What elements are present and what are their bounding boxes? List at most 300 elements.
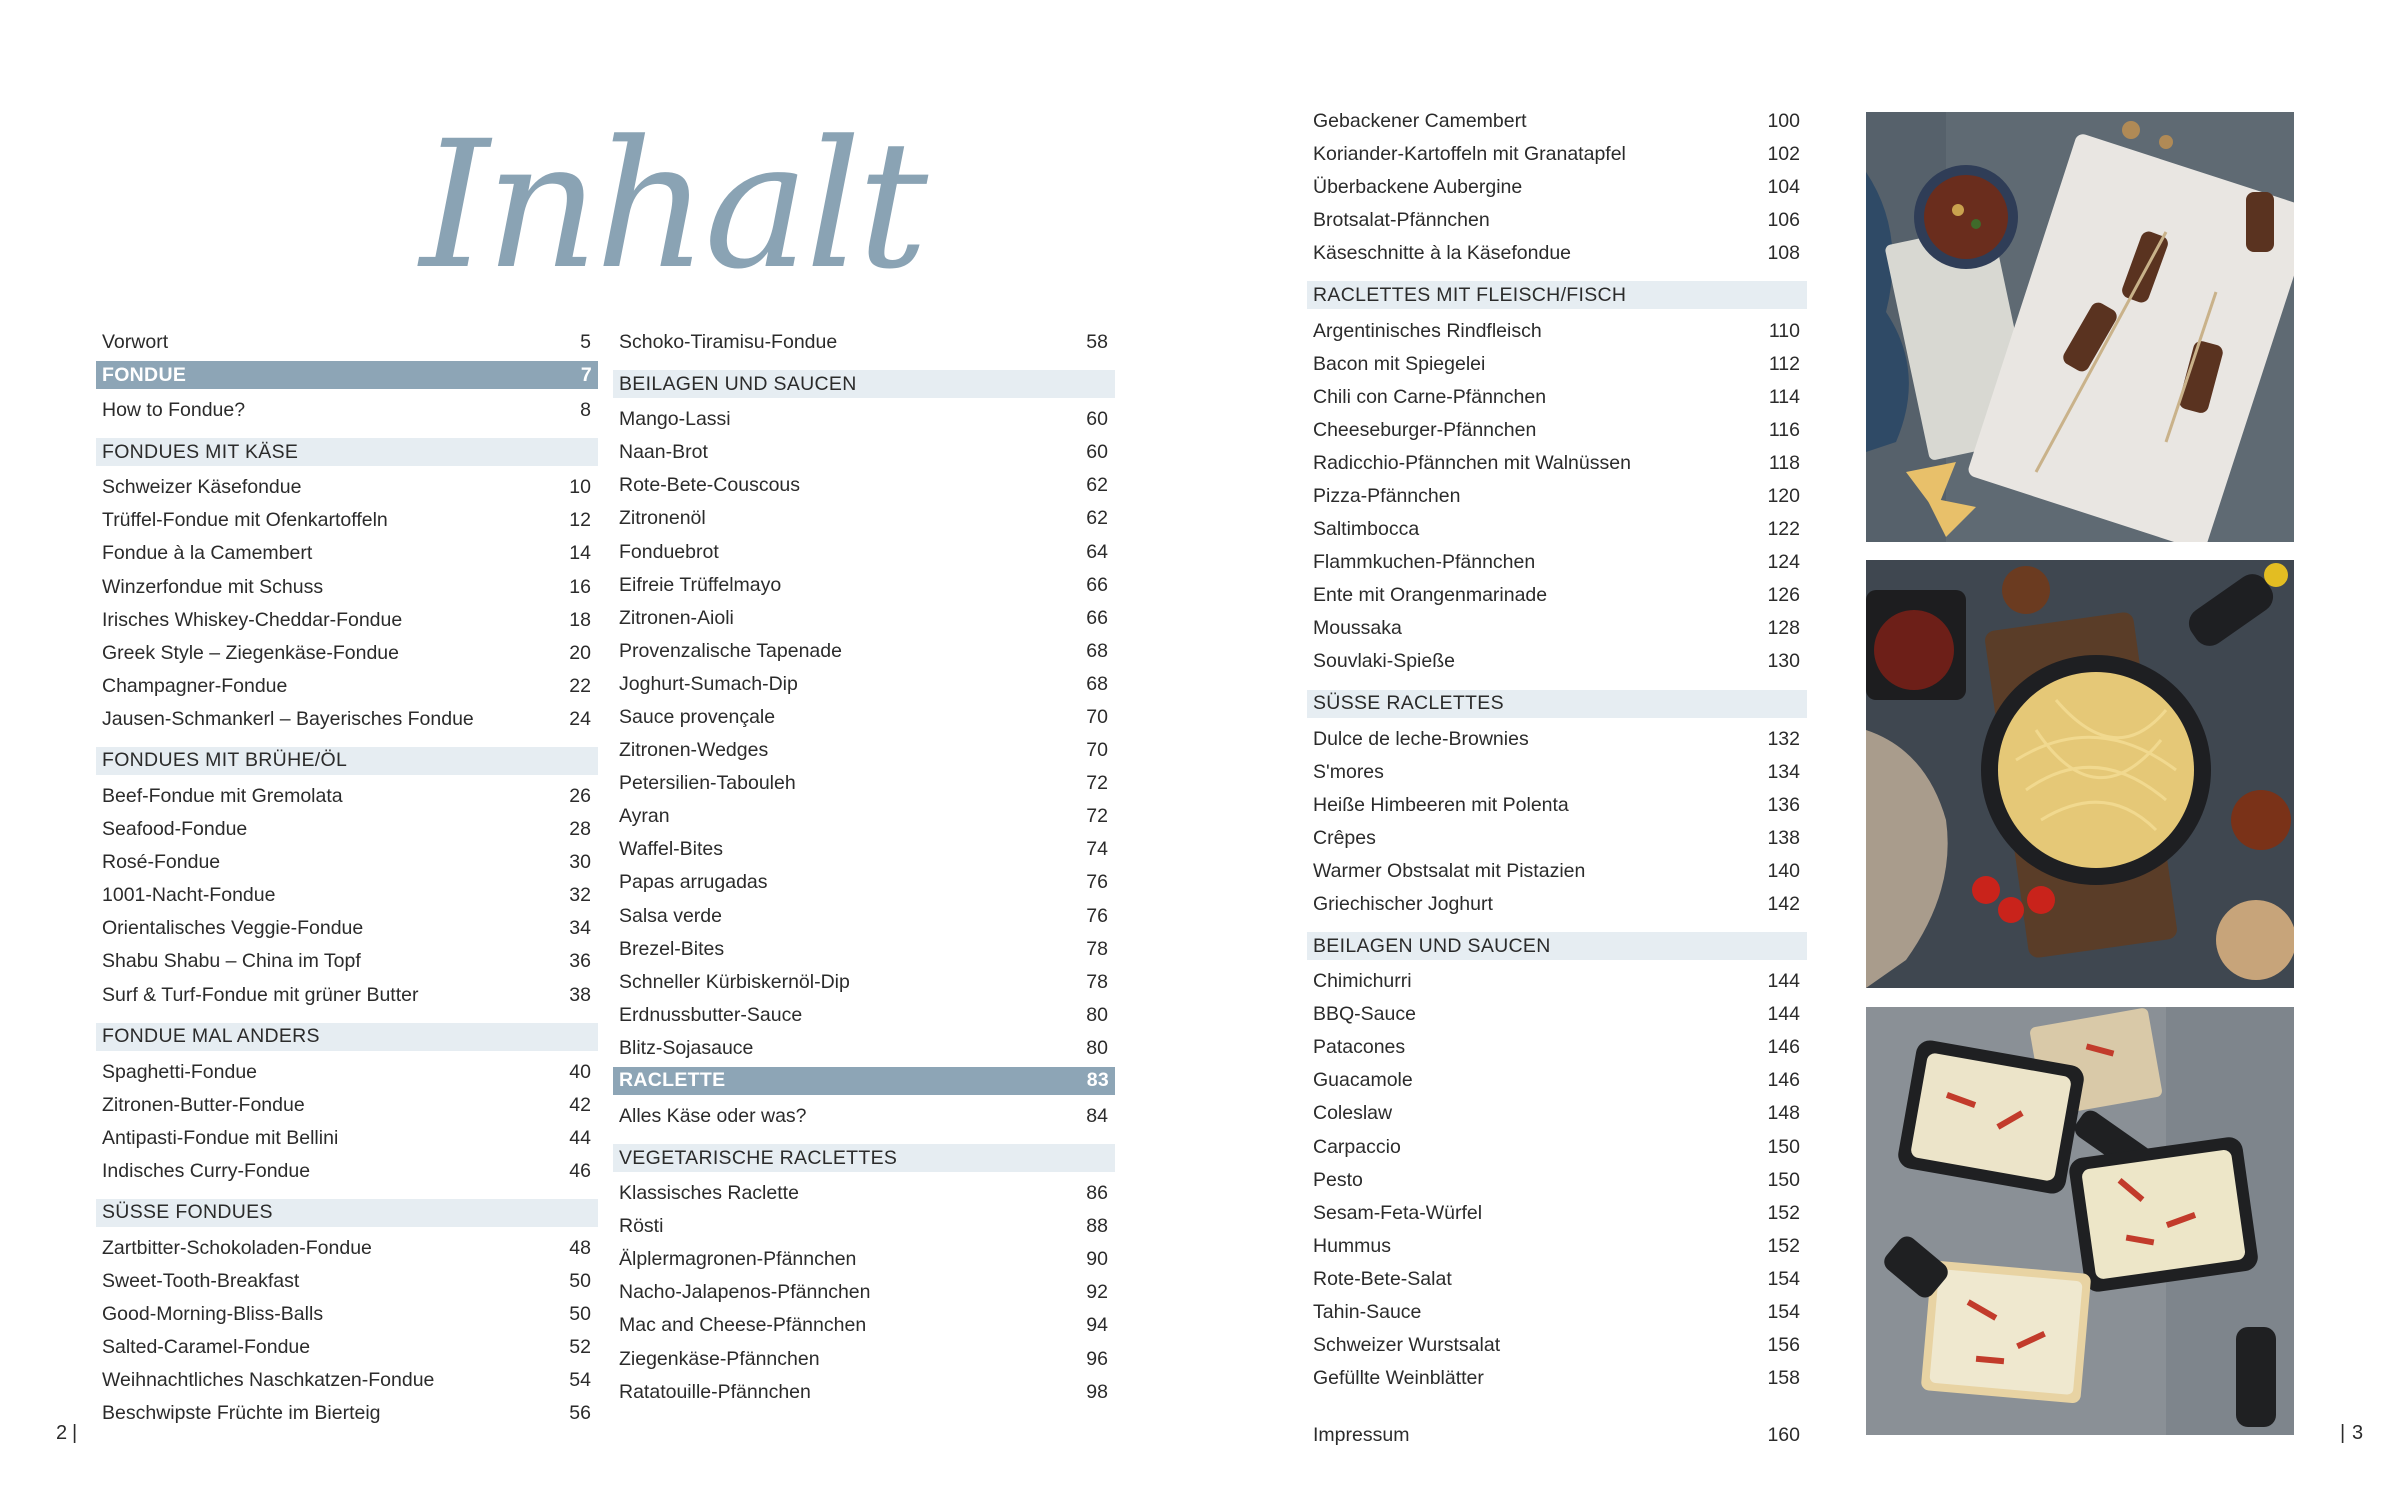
toc-label: Heiße Himbeeren mit Polenta xyxy=(1313,793,1569,816)
toc-page-number: 150 xyxy=(1767,1135,1800,1158)
toc-label: Rote-Bete-Couscous xyxy=(619,474,801,497)
toc-entry-vorwort xyxy=(96,326,598,359)
section-gap xyxy=(96,1012,598,1023)
toc-label: Klassisches Raclette xyxy=(619,1182,799,1205)
toc-label: Chimichurri xyxy=(1313,970,1412,993)
toc-page-number: 76 xyxy=(1086,904,1108,927)
toc-label: Jausen-Schmankerl – Bayerisches Fondue xyxy=(102,707,474,730)
toc-label: How to Fondue? xyxy=(102,399,246,422)
toc-entry-sauce-provencale xyxy=(613,701,1115,734)
toc-page-number: 132 xyxy=(1767,727,1800,750)
toc-entry-patacones xyxy=(1307,1031,1807,1064)
toc-label: Coleslaw xyxy=(1313,1102,1393,1125)
toc-entry-nacho-jalapenos-pfannchen xyxy=(613,1276,1115,1309)
toc-entry-klassisches-raclette xyxy=(613,1177,1115,1210)
toc-entry-bacon-mit-spiegelei xyxy=(1307,348,1807,381)
toc-entry-uberbackene-aubergine xyxy=(1307,171,1807,204)
page-number-divider: | xyxy=(72,1422,78,1444)
toc-entry-brezel-bites xyxy=(613,933,1115,966)
toc-entry-petersilien-tabouleh xyxy=(613,767,1115,800)
toc-entry-alplermagronen-pfannchen xyxy=(613,1243,1115,1276)
toc-label: Zitronen-Aioli xyxy=(619,606,734,629)
photo-spaghetti-image xyxy=(1866,560,2294,988)
toc-page-number: 12 xyxy=(569,509,591,532)
toc-entry-zitronen-aioli xyxy=(613,602,1115,635)
toc-page-number: 122 xyxy=(1767,518,1800,541)
toc-label: Antipasti-Fondue mit Bellini xyxy=(102,1126,339,1149)
toc-label: Argentinisches Rindfleisch xyxy=(1313,319,1542,342)
toc-page-number: 30 xyxy=(569,851,591,874)
toc-column-2 xyxy=(613,326,1115,1409)
toc-page-number: 102 xyxy=(1767,143,1800,166)
toc-label: Sesam-Feta-Würfel xyxy=(1313,1201,1483,1224)
toc-label: Rote-Bete-Salat xyxy=(1313,1267,1452,1290)
toc-entry-greek-style-ziegenkase-fondue xyxy=(96,637,598,670)
toc-label: FONDUES MIT BRÜHE/ÖL xyxy=(102,749,348,772)
toc-label: Salsa verde xyxy=(619,904,722,927)
toc-page-number: 148 xyxy=(1767,1102,1800,1125)
toc-label: Dulce de leche-Brownies xyxy=(1313,727,1529,750)
toc-page-number: 5 xyxy=(580,331,591,354)
toc-entry-hummus xyxy=(1307,1230,1807,1263)
toc-label: Mango-Lassi xyxy=(619,408,731,431)
toc-entry-papas-arrugadas xyxy=(613,866,1115,899)
toc-page-number: 86 xyxy=(1086,1182,1108,1205)
toc-label: Spaghetti-Fondue xyxy=(102,1060,258,1083)
toc-page-number: 36 xyxy=(569,950,591,973)
toc-page-number: 58 xyxy=(1086,331,1108,354)
toc-page-number: 68 xyxy=(1086,639,1108,662)
toc-page-number: 46 xyxy=(569,1159,591,1182)
toc-page-number: 144 xyxy=(1767,970,1800,993)
toc-entry-impressum xyxy=(1307,1419,1807,1452)
toc-label: RACLETTE xyxy=(619,1069,726,1092)
toc-label: Gefüllte Weinblätter xyxy=(1313,1367,1484,1390)
toc-page-number: 72 xyxy=(1086,805,1108,828)
toc-label: Naan-Brot xyxy=(619,441,708,464)
toc-label: Fondue à la Camembert xyxy=(102,542,313,565)
toc-entry-zitronenol xyxy=(613,502,1115,535)
section-gap xyxy=(613,359,1115,370)
toc-label: Ente mit Orangenmarinade xyxy=(1313,584,1548,607)
toc-label: Warmer Obstsalat mit Pistazien xyxy=(1313,859,1586,882)
toc-entry-indisches-curry-fondue xyxy=(96,1155,598,1188)
toc-page-number: 44 xyxy=(569,1126,591,1149)
toc-label: Ziegenkäse-Pfännchen xyxy=(619,1347,820,1370)
toc-page-number: 130 xyxy=(1767,650,1800,673)
toc-entry-shabu-shabu-china-im-topf xyxy=(96,945,598,978)
toc-label: Alles Käse oder was? xyxy=(619,1105,807,1128)
toc-entry-chili-con-carne-pfannchen xyxy=(1307,381,1807,414)
toc-page-number: 56 xyxy=(569,1402,591,1425)
toc-label: Saltimbocca xyxy=(1313,518,1420,541)
toc-page-number: 80 xyxy=(1086,1003,1108,1026)
toc-page-number: 74 xyxy=(1086,838,1108,861)
toc-label: Cheeseburger-Pfännchen xyxy=(1313,418,1537,441)
toc-entry-coleslaw xyxy=(1307,1097,1807,1130)
toc-entry-bbq-sauce xyxy=(1307,998,1807,1031)
section-gap xyxy=(1307,921,1807,932)
toc-page-number: 62 xyxy=(1086,507,1108,530)
toc-entry-gebackener-camembert xyxy=(1307,105,1807,138)
section-heading-beilagen-und-saucen xyxy=(613,370,1115,398)
toc-page-number: 20 xyxy=(569,641,591,664)
toc-label: Impressum xyxy=(1313,1424,1410,1447)
toc-entry-chimichurri xyxy=(1307,965,1807,998)
toc-label: Provenzalische Tapenade xyxy=(619,639,842,662)
toc-entry-provenzalische-tapenade xyxy=(613,635,1115,668)
toc-entry-erdnussbutter-sauce xyxy=(613,999,1115,1032)
toc-label: Good-Morning-Bliss-Balls xyxy=(102,1303,324,1326)
toc-label: Champagner-Fondue xyxy=(102,674,288,697)
toc-entry-seafood-fondue xyxy=(96,813,598,846)
toc-column-1 xyxy=(96,326,598,1431)
toc-entry-ente-mit-orangenmarinade xyxy=(1307,579,1807,612)
toc-page-number: 136 xyxy=(1767,793,1800,816)
toc-page-number: 64 xyxy=(1086,540,1108,563)
toc-label: Tahin-Sauce xyxy=(1313,1301,1422,1324)
toc-entry-hei-e-himbeeren-mit-polenta xyxy=(1307,789,1807,822)
toc-label: Pesto xyxy=(1313,1168,1363,1191)
toc-page-number: 126 xyxy=(1767,584,1800,607)
toc-entry-mac-and-cheese-pfannchen xyxy=(613,1309,1115,1342)
toc-page-number: 144 xyxy=(1767,1003,1800,1026)
toc-label: Joghurt-Sumach-Dip xyxy=(619,672,798,695)
toc-label: VEGETARISCHE RACLETTES xyxy=(619,1146,898,1169)
toc-page-number: 120 xyxy=(1767,484,1800,507)
toc-label: Salted-Caramel-Fondue xyxy=(102,1336,311,1359)
toc-entry-1001-nacht-fondue xyxy=(96,879,598,912)
toc-label: Schweizer Wurstsalat xyxy=(1313,1334,1501,1357)
toc-entry-s-mores xyxy=(1307,756,1807,789)
toc-label: Käseschnitte à la Käsefondue xyxy=(1313,242,1572,265)
toc-entry-good-morning-bliss-balls xyxy=(96,1298,598,1331)
toc-label: Griechischer Joghurt xyxy=(1313,893,1493,916)
photo-skewers xyxy=(1866,112,2294,542)
toc-page-number: 94 xyxy=(1086,1314,1108,1337)
toc-label: Surf & Turf-Fondue mit grüner Butter xyxy=(102,983,419,1006)
toc-label: Carpaccio xyxy=(1313,1135,1401,1158)
toc-entry-sweet-tooth-breakfast xyxy=(96,1265,598,1298)
toc-page-number: 128 xyxy=(1767,617,1800,640)
toc-label: Zartbitter-Schokoladen-Fondue xyxy=(102,1237,372,1260)
toc-label: Ratatouille-Pfännchen xyxy=(619,1380,811,1403)
toc-label: Mac and Cheese-Pfännchen xyxy=(619,1314,867,1337)
toc-entry-naan-brot xyxy=(613,436,1115,469)
toc-label: SÜSSE RACLETTES xyxy=(1313,692,1504,714)
toc-entry-griechischer-joghurt xyxy=(1307,888,1807,921)
toc-label: Zitronen-Butter-Fondue xyxy=(102,1093,305,1116)
toc-entry-rose-fondue xyxy=(96,846,598,879)
toc-page-number: 42 xyxy=(569,1093,591,1116)
toc-label: Älplermagronen-Pfännchen xyxy=(619,1248,857,1271)
toc-label: Ayran xyxy=(619,805,670,828)
photo-raclette xyxy=(1866,1007,2294,1435)
toc-label: Winzerfondue mit Schuss xyxy=(102,575,324,598)
toc-entry-irisches-whiskey-cheddar-fondue xyxy=(96,604,598,637)
toc-page-number: 90 xyxy=(1086,1248,1108,1271)
toc-label: Greek Style – Ziegenkäse-Fondue xyxy=(102,641,399,664)
toc-label: Erdnussbutter-Sauce xyxy=(619,1003,803,1026)
toc-label: FONDUE MAL ANDERS xyxy=(102,1025,320,1048)
toc-page-number: 8 xyxy=(580,399,591,422)
toc-page-number: 152 xyxy=(1767,1234,1800,1257)
section-heading-vegetarische-raclettes xyxy=(613,1144,1115,1172)
toc-page-number: 124 xyxy=(1767,551,1800,574)
toc-entry-antipasti-fondue-mit-bellini xyxy=(96,1122,598,1155)
toc-page-number: 54 xyxy=(569,1369,591,1392)
toc-entry-zartbitter-schokoladen-fondue xyxy=(96,1232,598,1265)
section-heading-beilagen-und-saucen xyxy=(1307,932,1807,960)
toc-page-number: 28 xyxy=(569,818,591,841)
toc-page-number: 100 xyxy=(1767,110,1800,133)
toc-page-number: 70 xyxy=(1086,739,1108,762)
toc-page-number: 66 xyxy=(1086,573,1108,596)
toc-entry-eifreie-truffelmayo xyxy=(613,569,1115,602)
photo-raclette-image xyxy=(1866,1007,2294,1435)
section-gap xyxy=(96,736,598,747)
toc-entry-zitronen-butter-fondue xyxy=(96,1089,598,1122)
toc-entry-how-to-fondue xyxy=(96,394,598,427)
toc-label: Fonduebrot xyxy=(619,540,719,563)
toc-label: Beschwipste Früchte im Bierteig xyxy=(102,1402,381,1425)
section-heading-fondue-mal-anders xyxy=(96,1023,598,1051)
toc-label: Zitronen-Wedges xyxy=(619,739,769,762)
toc-page-number: 152 xyxy=(1767,1201,1800,1224)
toc-entry-cheeseburger-pfannchen xyxy=(1307,414,1807,447)
toc-page-number: 60 xyxy=(1086,408,1108,431)
toc-entry-brotsalat-pfannchen xyxy=(1307,204,1807,237)
toc-entry-moussaka xyxy=(1307,612,1807,645)
toc-entry-weihnachtliches-naschkatzen-fondue xyxy=(96,1364,598,1397)
toc-page-number: 108 xyxy=(1767,242,1800,265)
toc-label: Moussaka xyxy=(1313,617,1402,640)
toc-page-number: 156 xyxy=(1767,1334,1800,1357)
toc-label: Irisches Whiskey-Cheddar-Fondue xyxy=(102,608,403,631)
toc-entry-orientalisches-veggie-fondue xyxy=(96,912,598,945)
toc-label: Waffel-Bites xyxy=(619,838,724,861)
toc-label: S'mores xyxy=(1313,760,1384,783)
toc-page-number: 83 xyxy=(1086,1069,1109,1092)
toc-label: Brotsalat-Pfännchen xyxy=(1313,209,1490,232)
toc-label: Trüffel-Fondue mit Ofenkartoffeln xyxy=(102,509,388,532)
toc-page-number: 60 xyxy=(1086,441,1108,464)
section-gap xyxy=(1307,679,1807,690)
page-number-left: 2 xyxy=(56,1422,68,1444)
toc-page-number: 140 xyxy=(1767,859,1800,882)
toc-label: Sauce provençale xyxy=(619,705,776,728)
toc-entry-surf-turf-fondue-mit-gruner-butter xyxy=(96,979,598,1012)
toc-entry-schweizer-kasefondue xyxy=(96,471,598,504)
toc-page-number: 62 xyxy=(1086,474,1108,497)
toc-label: Rosé-Fondue xyxy=(102,851,221,874)
toc-page-number: 150 xyxy=(1767,1168,1800,1191)
toc-label: Flammkuchen-Pfännchen xyxy=(1313,551,1536,574)
toc-entry-schweizer-wurstsalat xyxy=(1307,1329,1807,1362)
toc-page-number: 76 xyxy=(1086,871,1108,894)
toc-entry-rote-bete-salat xyxy=(1307,1263,1807,1296)
chapter-heading-fondue xyxy=(96,361,598,389)
toc-entry-tahin-sauce xyxy=(1307,1296,1807,1329)
toc-page-number: 70 xyxy=(1086,705,1108,728)
toc-page-number: 146 xyxy=(1767,1036,1800,1059)
toc-label: Seafood-Fondue xyxy=(102,818,248,841)
toc-page-number: 154 xyxy=(1767,1267,1800,1290)
toc-entry-koriander-kartoffeln-mit-granatapfel xyxy=(1307,138,1807,171)
toc-page-number: 142 xyxy=(1767,893,1800,916)
section-heading-susse-raclettes xyxy=(1307,690,1807,718)
toc-entry-beschwipste-fruchte-im-bierteig xyxy=(96,1397,598,1430)
section-heading-fondues-mit-bruhe-ol xyxy=(96,747,598,775)
toc-label: Orientalisches Veggie-Fondue xyxy=(102,917,364,940)
toc-entry-guacamole xyxy=(1307,1064,1807,1097)
toc-entry-carpaccio xyxy=(1307,1131,1807,1164)
toc-page-number: 50 xyxy=(569,1303,591,1326)
toc-page-number: 146 xyxy=(1767,1069,1800,1092)
toc-page-number: 50 xyxy=(569,1270,591,1293)
toc-entry-pizza-pfannchen xyxy=(1307,480,1807,513)
toc-entry-beef-fondue-mit-gremolata xyxy=(96,780,598,813)
toc-label: SÜSSE FONDUES xyxy=(102,1201,273,1224)
toc-page-number: 106 xyxy=(1767,209,1800,232)
toc-entry-gefullte-weinblatter xyxy=(1307,1362,1807,1395)
page-title: Inhalt xyxy=(420,103,925,308)
toc-entry-rosti xyxy=(613,1210,1115,1243)
toc-entry-radicchio-pfannchen-mit-walnussen xyxy=(1307,447,1807,480)
toc-page-number: 112 xyxy=(1768,352,1800,375)
toc-page-number: 34 xyxy=(569,917,591,940)
toc-entry-salsa-verde xyxy=(613,900,1115,933)
section-heading-susse-fondues xyxy=(96,1199,598,1227)
toc-label: Überbackene Aubergine xyxy=(1313,176,1523,199)
toc-label: Weihnachtliches Naschkatzen-Fondue xyxy=(102,1369,435,1392)
toc-page-number: 98 xyxy=(1086,1380,1108,1403)
toc-entry-kaseschnitte-a-la-kasefondue xyxy=(1307,237,1807,270)
toc-label: Bacon mit Spiegelei xyxy=(1313,352,1486,375)
toc-label: Radicchio-Pfännchen mit Walnüssen xyxy=(1313,451,1631,474)
toc-label: Zitronenöl xyxy=(619,507,706,530)
toc-entry-sesam-feta-wurfel xyxy=(1307,1197,1807,1230)
toc-label: Rösti xyxy=(619,1215,664,1238)
toc-page-number: 110 xyxy=(1768,319,1800,342)
photo-spaghetti xyxy=(1866,560,2294,988)
toc-page-number: 80 xyxy=(1086,1036,1108,1059)
toc-page-number: 118 xyxy=(1768,451,1800,474)
toc-label: Crêpes xyxy=(1313,826,1376,849)
toc-label: Blitz-Sojasauce xyxy=(619,1036,754,1059)
toc-label: Sweet-Tooth-Breakfast xyxy=(102,1270,300,1293)
toc-label: FONDUE xyxy=(102,363,187,386)
toc-page-number: 72 xyxy=(1086,772,1108,795)
toc-page-number: 88 xyxy=(1086,1215,1108,1238)
toc-entry-blitz-sojasauce xyxy=(613,1032,1115,1065)
toc-page-number: 52 xyxy=(569,1336,591,1359)
toc-page-number: 134 xyxy=(1767,760,1800,783)
toc-entry-truffel-fondue-mit-ofenkartoffeln xyxy=(96,504,598,537)
toc-page-number: 96 xyxy=(1086,1347,1108,1370)
toc-entry-flammkuchen-pfannchen xyxy=(1307,546,1807,579)
section-gap xyxy=(613,1133,1115,1144)
toc-page-number: 24 xyxy=(569,707,591,730)
toc-entry-jausen-schmankerl-bayerisches-fondue xyxy=(96,703,598,736)
toc-page-number: 138 xyxy=(1767,826,1800,849)
toc-label: Pizza-Pfännchen xyxy=(1313,484,1461,507)
page-number-right: 3 xyxy=(2352,1422,2364,1444)
toc-entry-alles-kase-oder-was xyxy=(613,1100,1115,1133)
toc-page-number: 22 xyxy=(569,674,591,697)
toc-label: BEILAGEN UND SAUCEN xyxy=(619,372,857,395)
toc-page-number: 32 xyxy=(569,884,591,907)
toc-page-number: 154 xyxy=(1767,1301,1800,1324)
photo-skewers-image xyxy=(1866,112,2294,542)
toc-entry-schoko-tiramisu-fondue xyxy=(613,326,1115,359)
toc-page-number: 10 xyxy=(569,476,591,499)
toc-entry-ayran xyxy=(613,800,1115,833)
toc-entry-pesto xyxy=(1307,1164,1807,1197)
toc-page-number: 104 xyxy=(1767,176,1800,199)
toc-page-number: 116 xyxy=(1768,418,1800,441)
toc-entry-dulce-de-leche-brownies xyxy=(1307,723,1807,756)
toc-entry-salted-caramel-fondue xyxy=(96,1331,598,1364)
toc-label: Schneller Kürbiskernöl-Dip xyxy=(619,970,850,993)
spacer xyxy=(1307,1395,1807,1419)
toc-label: Shabu Shabu – China im Topf xyxy=(102,950,361,973)
toc-column-3 xyxy=(1307,105,1807,1452)
toc-label: Eifreie Trüffelmayo xyxy=(619,573,782,596)
toc-page-number: 78 xyxy=(1086,970,1108,993)
toc-page-number: 78 xyxy=(1086,937,1108,960)
toc-label: Chili con Carne-Pfännchen xyxy=(1313,385,1547,408)
section-gap xyxy=(1307,270,1807,281)
toc-entry-souvlaki-spie-e xyxy=(1307,645,1807,678)
chapter-heading-raclette xyxy=(613,1067,1115,1095)
toc-label: Indisches Curry-Fondue xyxy=(102,1159,311,1182)
toc-page-number: 114 xyxy=(1768,385,1800,408)
toc-page-number: 7 xyxy=(580,363,592,386)
toc-label: RACLETTES MIT FLEISCH/FISCH xyxy=(1313,283,1627,306)
toc-page-number: 26 xyxy=(569,784,591,807)
toc-entry-champagner-fondue xyxy=(96,670,598,703)
toc-entry-warmer-obstsalat-mit-pistazien xyxy=(1307,855,1807,888)
toc-page-number: 158 xyxy=(1767,1367,1800,1390)
toc-label: Guacamole xyxy=(1313,1069,1413,1092)
toc-label: Beef-Fondue mit Gremolata xyxy=(102,784,343,807)
toc-label: BBQ-Sauce xyxy=(1313,1003,1416,1026)
toc-entry-argentinisches-rindfleisch xyxy=(1307,314,1807,347)
toc-page-number: 66 xyxy=(1086,606,1108,629)
toc-page-number: 16 xyxy=(569,575,591,598)
toc-page-number: 68 xyxy=(1086,672,1108,695)
toc-entry-winzerfondue-mit-schuss xyxy=(96,570,598,603)
toc-page-number: 48 xyxy=(569,1237,591,1260)
toc-page-number: 40 xyxy=(569,1060,591,1083)
toc-label: Souvlaki-Spieße xyxy=(1313,650,1455,673)
section-gap xyxy=(96,427,598,438)
toc-entry-zitronen-wedges xyxy=(613,734,1115,767)
section-heading-fondues-mit-kase xyxy=(96,438,598,466)
toc-entry-joghurt-sumach-dip xyxy=(613,668,1115,701)
toc-label: 1001-Nacht-Fondue xyxy=(102,884,276,907)
toc-page-number: 14 xyxy=(569,542,591,565)
toc-label: Brezel-Bites xyxy=(619,937,725,960)
toc-label: BEILAGEN UND SAUCEN xyxy=(1313,934,1551,957)
toc-entry-fonduebrot xyxy=(613,535,1115,568)
page-number-divider: | xyxy=(2340,1422,2346,1444)
section-heading-raclettes-mit-fleisch-fisch xyxy=(1307,281,1807,309)
toc-entry-schneller-kurbiskernol-dip xyxy=(613,966,1115,999)
toc-label: Petersilien-Tabouleh xyxy=(619,772,796,795)
toc-label: Patacones xyxy=(1313,1036,1406,1059)
